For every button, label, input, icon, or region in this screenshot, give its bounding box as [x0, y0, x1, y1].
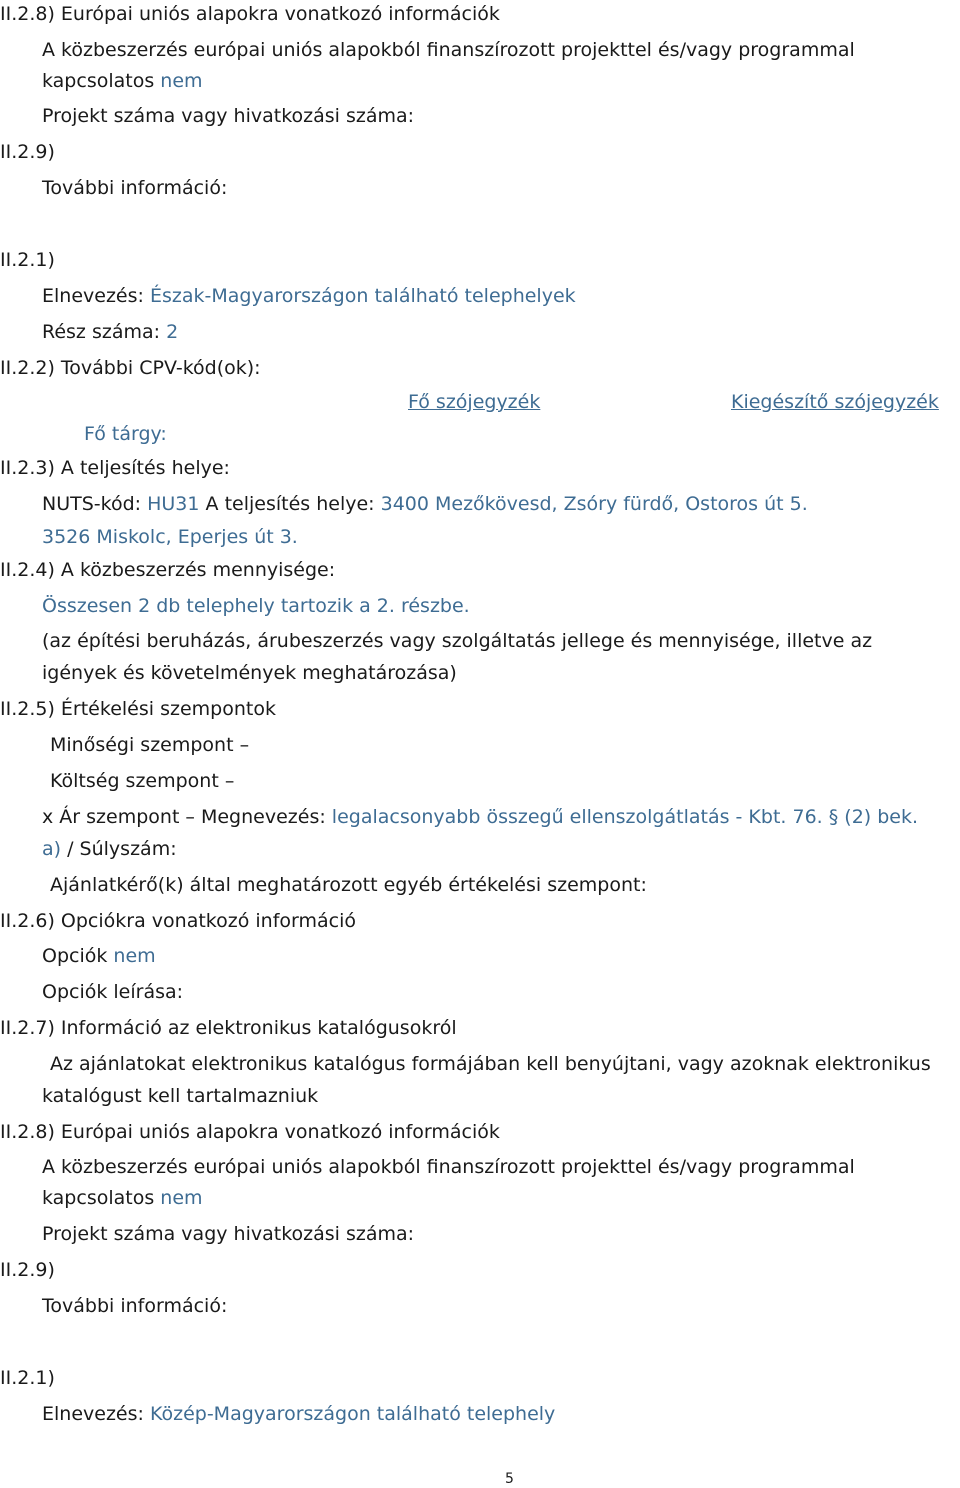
options-label: Opciók: [42, 945, 108, 967]
price-criterion-line: [42, 805, 918, 829]
weight-label: / Súlyszám:: [67, 838, 177, 860]
section-heading-place: II.2.3) A teljesítés helye:: [0, 457, 230, 479]
further-info-label: További információ:: [42, 1295, 228, 1317]
quantity-note-cont: igények és követelmények meghatározása): [42, 662, 457, 684]
nuts-label: NUTS-kód:: [42, 493, 142, 515]
eu-funds-value: nem: [160, 70, 203, 92]
cpv-main-vocabulary-header: Fő szójegyzék: [408, 391, 541, 413]
part-number-value: 2: [166, 321, 179, 343]
eu-funds-text: A közbeszerzés európai uniós alapokból finanszírozott projekttel és/vagy programmal: [42, 1156, 855, 1178]
cost-criterion: Költség szempont –: [50, 770, 235, 792]
place-value: 3400 Mezőkövesd, Zsóry fürdő, Ostoros út 5.: [380, 493, 808, 515]
section-heading-further-info: II.2.9): [0, 1259, 55, 1281]
eu-funds-value: nem: [160, 1187, 203, 1209]
weight-line: [42, 837, 177, 861]
cpv-supplementary-vocabulary-header: Kiegészítő szójegyzék: [731, 391, 939, 413]
options-description-label: Opciók leírása:: [42, 981, 184, 1003]
name-value: Észak-Magyarországon található telephelyek: [149, 285, 576, 307]
section-heading-options: II.2.6) Opciókra vonatkozó információ: [0, 910, 356, 932]
quantity-value: Összesen 2 db telephely tartozik a 2. részbe.: [42, 595, 470, 617]
name-label: Elnevezés:: [42, 285, 144, 307]
section-heading-quantity: II.2.4) A közbeszerzés mennyisége:: [0, 559, 336, 581]
nuts-value: HU31: [147, 493, 200, 515]
eu-funds-text: A közbeszerzés európai uniós alapokból finanszírozott projekttel és/vagy programmal: [42, 39, 855, 61]
catalogue-text-cont: katalógust kell tartalmazniuk: [42, 1085, 319, 1107]
catalogue-text: Az ajánlatokat elektronikus katalógus formájában kell benyújtani, vagy azoknak elektronikus: [50, 1053, 931, 1075]
section-heading-cpv: II.2.2) További CPV-kód(ok):: [0, 357, 261, 379]
section-heading-name: II.2.1): [0, 249, 55, 271]
price-value-paragraph: (2) bek.: [844, 806, 919, 828]
name-line: [42, 284, 576, 308]
eu-funds-text-cont: kapcsolatos: [42, 70, 155, 92]
price-value: legalacsonyabb összegű ellenszolgátlatás - Kbt. 76.: [331, 806, 823, 828]
project-number-label: Projekt száma vagy hivatkozási száma:: [42, 105, 415, 127]
section-heading-eu-funds: II.2.8) Európai uniós alapokra vonatkozó információk: [0, 1121, 500, 1143]
section-heading-evaluation: II.2.5) Értékelési szempontok: [0, 698, 276, 720]
place-label: A teljesítés helye:: [205, 493, 375, 515]
name-line: [42, 1402, 555, 1426]
price-value-point: a): [42, 838, 62, 860]
name-label: Elnevezés:: [42, 1403, 144, 1425]
section-heading-catalogues: II.2.7) Információ az elektronikus katalógusokról: [0, 1017, 457, 1039]
name-value: Közép-Magyarországon található telephely: [149, 1403, 556, 1425]
options-value: nem: [113, 945, 156, 967]
place-line: [42, 492, 808, 516]
further-info-label: További információ:: [42, 177, 228, 199]
eu-funds-line: [42, 69, 203, 93]
place-value-2: 3526 Miskolc, Eperjes út 3.: [42, 526, 298, 548]
page-number: 5: [505, 1471, 514, 1487]
price-mark: x: [42, 806, 54, 828]
eu-funds-text-cont: kapcsolatos: [42, 1187, 155, 1209]
section-heading-name: II.2.1): [0, 1367, 55, 1389]
project-number-label: Projekt száma vagy hivatkozási száma:: [42, 1223, 415, 1245]
other-criterion: Ajánlatkérő(k) által meghatározott egyéb értékelési szempont:: [50, 874, 647, 896]
quality-criterion: Minőségi szempont –: [50, 734, 250, 756]
eu-funds-line: [42, 1186, 203, 1210]
options-line: [42, 944, 156, 968]
section-heading-eu-funds: II.2.8) Európai uniós alapokra vonatkozó információk: [0, 3, 500, 25]
section-heading-further-info: II.2.9): [0, 141, 55, 163]
part-number-label: Rész száma:: [42, 321, 161, 343]
part-number-line: [42, 320, 178, 344]
main-subject-label: Fő tárgy:: [84, 423, 167, 445]
section-sign: §: [828, 806, 839, 828]
quantity-note: (az építési beruházás, árubeszerzés vagy szolgáltatás jellege és mennyisége, illetve az: [42, 630, 873, 652]
price-label: Ár szempont – Megnevezés:: [59, 806, 326, 828]
